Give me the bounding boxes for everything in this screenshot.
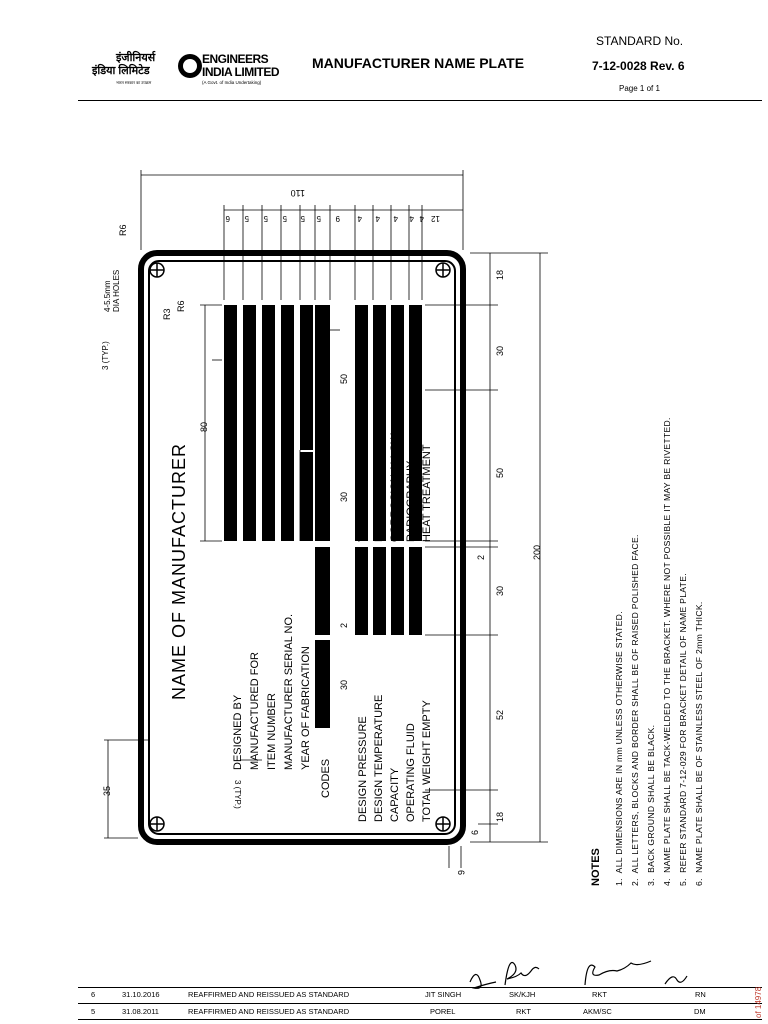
standard-label: STANDARD No. xyxy=(596,34,684,48)
dim-50-b: 50 xyxy=(339,373,349,384)
row-spacing-label: 4 xyxy=(393,214,398,223)
notes-title: NOTES xyxy=(590,848,602,886)
dim-6-bot: 6 xyxy=(470,829,480,835)
dim-52: 52 xyxy=(495,709,505,720)
dim-200: 200 xyxy=(532,544,542,560)
plate-field-design-temperature: DESIGN TEMPERATURE xyxy=(373,694,385,822)
dim-18-bot: 18 xyxy=(495,811,505,822)
row-spacing-label: 5 xyxy=(263,214,268,223)
rev-5-number: 5 xyxy=(91,1007,96,1016)
dim-18-top: 18 xyxy=(495,269,505,280)
dim-width-110: 110 xyxy=(290,188,305,198)
row-spacing-label: 5 xyxy=(244,214,249,223)
row-spacing-label: 4 xyxy=(375,214,380,223)
plate-inspected-by: INSPECTED BY xyxy=(318,474,328,541)
dim-30-d: 30 xyxy=(339,679,349,690)
row-spacing-label: 9 xyxy=(335,214,340,223)
rev-5-date: 31.08.2011 xyxy=(122,1007,159,1016)
rev-5-by: DM xyxy=(694,1007,706,1016)
dim-35: 35 xyxy=(102,785,112,796)
dim-typ-top: 3 (TYP.) xyxy=(101,341,110,370)
dim-50-a: 50 xyxy=(495,467,505,478)
row-spacing-label: 4 xyxy=(357,214,362,223)
logo-english-line1: ENGINEERS xyxy=(202,52,269,66)
dim-r6-a: R6 xyxy=(118,224,128,236)
plate-codes: CODES xyxy=(320,758,332,798)
plate-name-of-manufacturer: NAME OF MANUFACTURER xyxy=(169,442,189,700)
rev-6-by: RN xyxy=(695,990,706,999)
note-2: 2. ALL LETTERS, BLOCKS AND BORDER SHALL BE OF RAISED POLISHED FACE. xyxy=(630,534,640,886)
page-info: Page 1 of 1 xyxy=(619,84,660,93)
plate-field-operating-fluid: OPERATING FLUID xyxy=(405,723,417,822)
plate-field-design-pressure: DESIGN PRESSURE xyxy=(357,716,369,822)
logo-english-line2: INDIA LIMITED xyxy=(202,65,280,79)
revision-table-mid-rule xyxy=(78,1003,762,1004)
rev-6-prepared: JIT SINGH xyxy=(425,990,462,999)
dim-2-a: 2 xyxy=(476,554,486,560)
dim-30-c: 30 xyxy=(339,491,349,502)
rev-5-checked: RKT xyxy=(516,1007,531,1016)
logo-hindi-line2: इंडिया लिमिटेड xyxy=(92,65,150,77)
row-spacing-label: 4 xyxy=(409,214,414,223)
rev-5-prepared: POREL xyxy=(430,1007,456,1016)
note-3: 3. BACK GROUND SHALL BE BLACK. xyxy=(646,724,656,886)
note-1: 1. ALL DIMENSIONS ARE IN mm UNLESS OTHERWISE STATED. xyxy=(614,611,624,886)
row-spacing-label: 5 xyxy=(316,214,321,223)
dim-typ-bot: 3 (TYP.) xyxy=(233,780,242,809)
logo-tagline-hindi: भारत सरकार का उपक्रम xyxy=(116,80,152,85)
row-spacing-label: 5 xyxy=(282,214,287,223)
rev-5-description: REAFFIRMED AND REISSUED AS STANDARD xyxy=(188,1007,350,1016)
right-dimension-lines xyxy=(425,253,548,842)
document-title: MANUFACTURER NAME PLATE xyxy=(312,55,525,71)
row-spacing-label: 12 xyxy=(431,214,440,223)
plate-field-total-weight: TOTAL WEIGHT EMPTY xyxy=(421,700,433,822)
plate-field-year: YEAR OF FABRICATION xyxy=(300,646,312,770)
row-spacing-label: 4 xyxy=(419,214,424,223)
side-stamp: of 14978 xyxy=(754,986,763,1018)
row-spacing-label: 5 xyxy=(300,214,305,223)
rev-6-approved: RKT xyxy=(592,990,607,999)
plate-field-item-number: ITEM NUMBER xyxy=(266,693,278,770)
plate-field-serial-no: MANUFACTURER SERIAL NO. xyxy=(283,613,295,770)
plate-field-manufactured-for: MANUFACTURED FOR xyxy=(249,652,261,770)
dim-30-b: 30 xyxy=(495,585,505,596)
plate-field-capacity: CAPACITY xyxy=(389,767,401,822)
plate-field-test-pressure: TEST PRESSURE xyxy=(357,450,369,542)
rev-5-approved: AKM/SC xyxy=(583,1007,612,1016)
rev-6-description: REAFFIRMED AND REISSUED AS STANDARD xyxy=(188,990,350,999)
rev-6-date: 31.10.2016 xyxy=(122,990,160,999)
dim-80: 80 xyxy=(199,421,209,432)
rev-6-number: 6 xyxy=(91,990,96,999)
dim-r3: R3 xyxy=(162,308,172,320)
row-spacing-labels xyxy=(225,214,440,223)
dim-30-a: 30 xyxy=(495,345,505,356)
left-blocks xyxy=(224,305,330,728)
revision-table-top-rule xyxy=(78,987,762,988)
plate-field-designed-by: DESIGNED BY xyxy=(232,694,244,770)
logo-hindi-line1: इंजीनियर्स xyxy=(116,52,156,64)
dim-2-b: 2 xyxy=(339,622,349,628)
dim-6-left: 6 xyxy=(456,870,466,876)
revision-table-bottom-rule xyxy=(78,1019,762,1020)
standard-number: 7-12-0028 Rev. 6 xyxy=(592,59,685,73)
plate-field-heat-treatment: HEAT TREATMENT xyxy=(421,444,433,542)
dim-r6-b: R6 xyxy=(176,300,186,312)
rev-6-checked: SK/KJH xyxy=(509,990,536,999)
dim-hole-note: 4-5.5mmDIA HOLES xyxy=(103,269,121,312)
row-spacing-label: 6 xyxy=(225,214,230,223)
note-5: 5. REFER STANDARD 7-12-029 FOR BRACKET DETAIL OF NAME PLATE. xyxy=(678,573,688,886)
note-4: 4. NAME PLATE SHALL BE TACK-WELDED TO THE BRACKET. WHERE NOT POSSIBLE IT MAY BE RIVETTED. xyxy=(662,417,672,886)
plate-field-date-of-test: DATE OF TEST xyxy=(373,464,385,542)
plate-field-radiography: RADIOGRAPHY xyxy=(405,460,417,542)
logo-tagline-english: (A Govt. of India Undertaking) xyxy=(202,80,262,85)
note-6: 6. NAME PLATE SHALL BE OF STAINLESS STEEL OF 2mm THICK. xyxy=(694,601,704,886)
plate-field-corrosion-allow: CORROSION ALLOW. xyxy=(389,430,401,542)
